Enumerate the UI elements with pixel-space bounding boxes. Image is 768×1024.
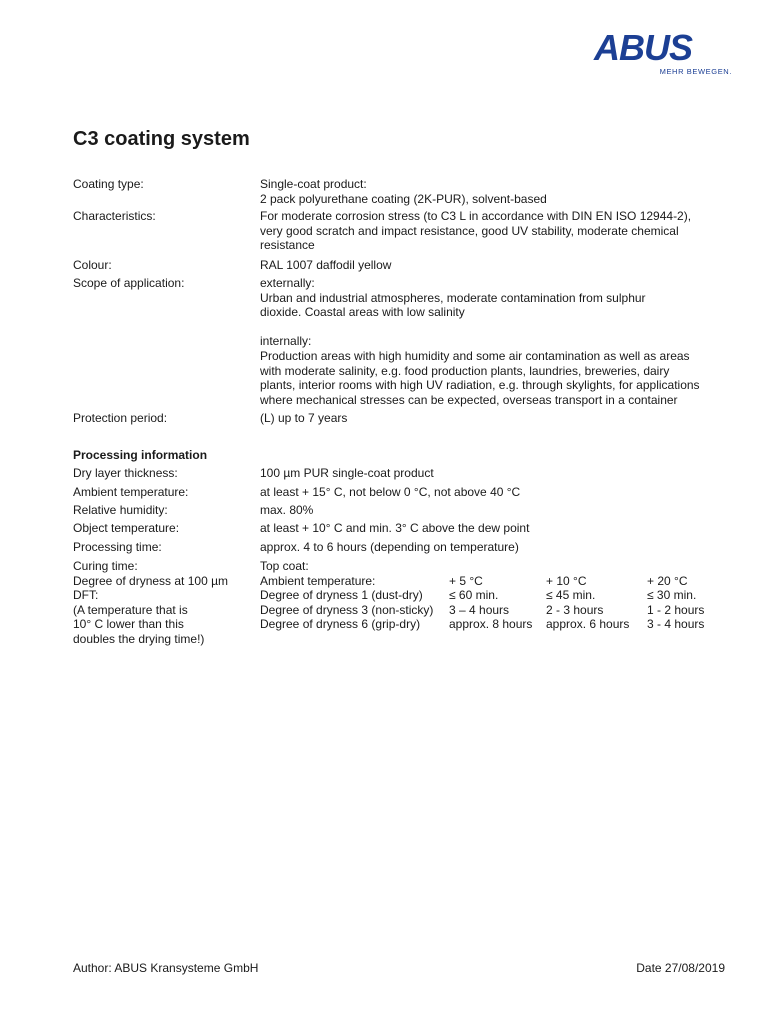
- processing-value: at least + 10° C and min. 3° C above the dew point: [260, 521, 530, 535]
- property-label: Characteristics:: [73, 209, 156, 223]
- property-value-line: RAL 1007 daffodil yellow: [260, 258, 392, 272]
- property-value-line: Production areas with high humidity and some air contamination as well as areas: [260, 348, 690, 363]
- property-value-line: 2 pack polyurethane coating (2K-PUR), solvent-based: [260, 191, 547, 206]
- property-value-line: very good scratch and impact resistance, good UV stability, moderate chemical: [260, 223, 679, 238]
- curing-cell: Degree of dryness 6 (grip-dry): [260, 617, 421, 632]
- curing-cell: doubles the drying time!): [73, 631, 205, 646]
- property-value: [260, 209, 730, 253]
- curing-cell: ≤ 45 min.: [546, 588, 596, 603]
- curing-cell: 1 - 2 hours: [647, 602, 705, 617]
- curing-cell: 3 – 4 hours: [449, 602, 510, 617]
- property-value-line: Urban and industrial atmospheres, moderate contamination from sulphur: [260, 290, 646, 305]
- curing-spacer: [546, 559, 629, 574]
- curing-label: [73, 559, 259, 647]
- curing-cell: 2 - 3 hours: [546, 602, 604, 617]
- curing-cell: Degree of dryness 1 (dust-dry): [260, 588, 423, 603]
- curing-cell: + 10 °C: [546, 573, 587, 588]
- property-value-line: (L) up to 7 years: [260, 411, 348, 425]
- curing-cell: ≤ 60 min.: [449, 588, 499, 603]
- curing-column-5c: [449, 559, 532, 632]
- logo-wordmark: ABUS: [594, 30, 693, 66]
- curing-column-main: [260, 559, 433, 632]
- property-value: [260, 258, 730, 273]
- curing-cell: 10° C lower than this: [73, 617, 184, 632]
- processing-value: approx. 4 to 6 hours (depending on temperature): [260, 540, 519, 554]
- page-title: C3 coating system: [73, 128, 250, 150]
- property-value-line: with moderate salinity, e.g. food production plants, laundries, breweries, dairy: [260, 363, 670, 378]
- processing-value: 100 µm PUR single-coat product: [260, 466, 434, 480]
- curing-cell: Degree of dryness at 100 µm: [73, 573, 228, 588]
- curing-cell: Degree of dryness 3 (non-sticky): [260, 602, 434, 617]
- property-value: [260, 411, 730, 426]
- processing-heading: Processing information: [73, 448, 208, 462]
- curing-cell: approx. 8 hours: [449, 617, 533, 632]
- curing-cell: ≤ 30 min.: [647, 588, 697, 603]
- property-value-line: dioxide. Coastal areas with low salinity: [260, 305, 465, 320]
- curing-cell: approx. 6 hours: [546, 617, 630, 632]
- curing-cell: DFT:: [73, 588, 99, 603]
- property-value: [260, 177, 730, 206]
- footer-author: Author: ABUS Kransysteme GmbH: [73, 961, 259, 975]
- property-value-line: where mechanical stresses can be expected, overseas transport in a container: [260, 392, 678, 407]
- curing-spacer: [647, 559, 704, 574]
- property-value-line: [260, 320, 730, 335]
- curing-cell: (A temperature that is: [73, 602, 188, 617]
- property-value: [260, 276, 730, 407]
- curing-column-10c: [546, 559, 629, 632]
- processing-value: at least + 15° C, not below 0 °C, not above 40 °C: [260, 485, 521, 499]
- property-value-line: For moderate corrosion stress (to C3 L in accordance with DIN EN ISO 12944-2),: [260, 209, 692, 223]
- processing-label: Relative humidity:: [73, 503, 168, 517]
- processing-label: Object temperature:: [73, 521, 180, 535]
- processing-value: max. 80%: [260, 503, 314, 517]
- footer-date: Date 27/08/2019: [636, 961, 725, 975]
- property-label: Scope of application:: [73, 276, 185, 290]
- curing-spacer: [449, 559, 532, 574]
- property-label: Colour:: [73, 258, 112, 272]
- processing-label: Dry layer thickness:: [73, 466, 178, 480]
- property-value-line: Single-coat product:: [260, 177, 367, 191]
- property-value-line: internally:: [260, 334, 312, 349]
- curing-cell: + 5 °C: [449, 573, 483, 588]
- curing-cell: Ambient temperature:: [260, 573, 376, 588]
- property-value-line: externally:: [260, 276, 315, 290]
- property-value-line: resistance: [260, 238, 315, 253]
- processing-label: Ambient temperature:: [73, 485, 189, 499]
- curing-column-20c: [647, 559, 704, 632]
- property-value-line: plants, interior rooms with high UV radiation, e.g. through skylights, for applications: [260, 378, 700, 393]
- curing-cell: 3 - 4 hours: [647, 617, 705, 632]
- processing-label: Processing time:: [73, 540, 162, 554]
- property-label: Coating type:: [73, 177, 144, 191]
- property-label: Protection period:: [73, 411, 168, 425]
- logo-tagline: MEHR BEWEGEN.: [659, 67, 732, 76]
- abus-logo: [592, 30, 732, 78]
- curing-cell: Curing time:: [73, 559, 138, 573]
- abus-logo-mark: [592, 30, 732, 66]
- curing-cell: + 20 °C: [647, 573, 688, 588]
- top-coat-label: Top coat:: [260, 559, 309, 573]
